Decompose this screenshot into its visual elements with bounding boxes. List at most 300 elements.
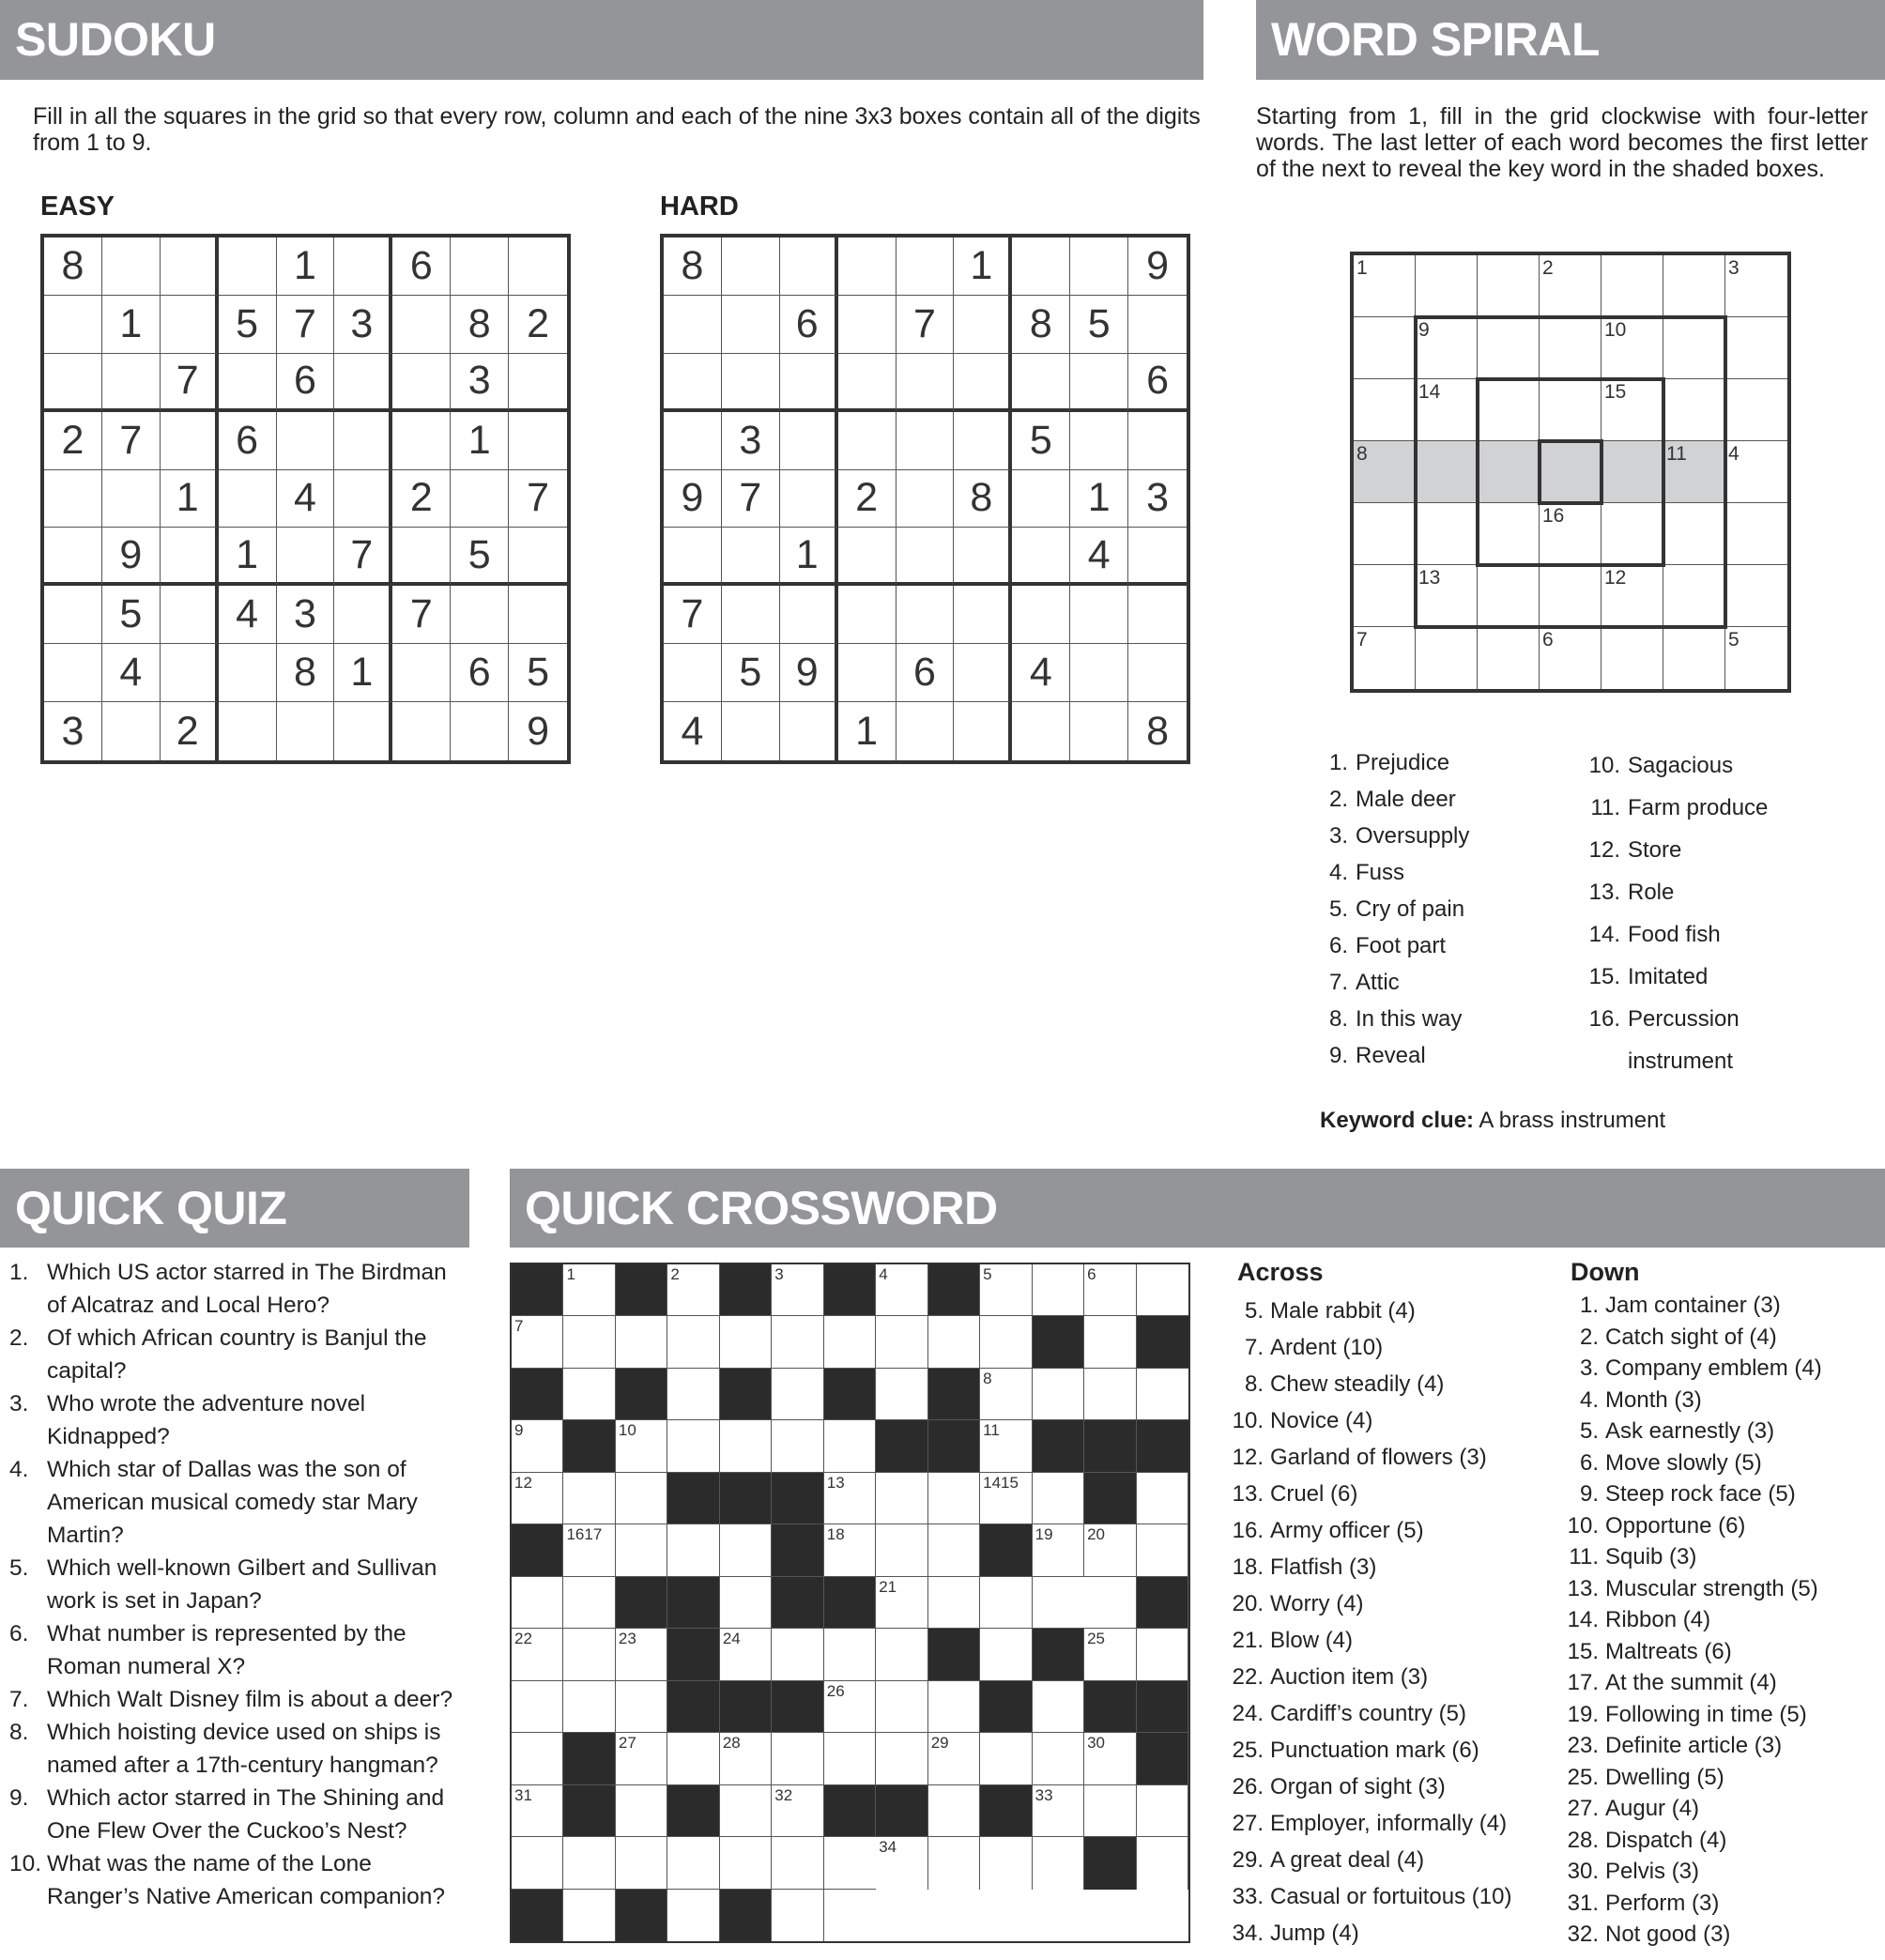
crossword-cell[interactable] [928, 1837, 980, 1889]
crossword-cell[interactable] [563, 1316, 615, 1368]
crossword-cell[interactable] [616, 1524, 667, 1576]
spiral-cell[interactable] [1663, 255, 1725, 317]
spiral-cell[interactable] [1601, 317, 1663, 379]
sudoku-cell[interactable]: 6 [392, 237, 451, 296]
crossword-cell[interactable] [928, 1733, 980, 1784]
crossword-cell[interactable] [876, 1629, 927, 1680]
spiral-cell[interactable] [1416, 503, 1478, 565]
sudoku-cell[interactable] [1012, 237, 1070, 296]
crossword-cell[interactable] [1033, 1524, 1084, 1576]
sudoku-cell[interactable]: 8 [1012, 296, 1070, 354]
sudoku-cell[interactable]: 5 [1070, 296, 1128, 354]
spiral-cell[interactable] [1416, 317, 1478, 379]
sudoku-cell[interactable] [392, 528, 451, 586]
sudoku-cell[interactable] [334, 470, 392, 528]
crossword-cell[interactable] [980, 1837, 1032, 1889]
crossword-cell[interactable] [720, 1577, 772, 1629]
crossword-cell[interactable] [1084, 1733, 1136, 1784]
crossword-cell[interactable] [616, 1681, 667, 1733]
sudoku-cell[interactable] [392, 644, 451, 702]
spiral-cell[interactable] [1663, 317, 1725, 379]
sudoku-cell[interactable] [1128, 586, 1187, 644]
crossword-cell[interactable] [720, 1420, 772, 1472]
crossword-cell[interactable] [512, 1577, 563, 1629]
sudoku-cell[interactable] [219, 702, 277, 760]
spiral-cell[interactable] [1416, 565, 1478, 627]
crossword-cell[interactable] [667, 1316, 719, 1368]
spiral-cell[interactable] [1416, 441, 1478, 503]
sudoku-cell[interactable] [334, 354, 392, 412]
spiral-cell[interactable] [1663, 503, 1725, 565]
sudoku-cell[interactable] [161, 237, 219, 296]
sudoku-cell[interactable] [44, 470, 102, 528]
spiral-cell[interactable] [1601, 379, 1663, 441]
sudoku-cell[interactable] [780, 354, 838, 412]
sudoku-cell[interactable]: 7 [509, 470, 567, 528]
crossword-cell[interactable] [876, 1264, 927, 1316]
crossword-cell[interactable] [563, 1577, 615, 1629]
crossword-cell[interactable] [876, 1473, 927, 1524]
sudoku-cell[interactable]: 9 [664, 470, 722, 528]
crossword-cell[interactable] [512, 1837, 563, 1889]
sudoku-cell[interactable] [44, 528, 102, 586]
crossword-cell[interactable] [512, 1473, 563, 1524]
sudoku-cell[interactable] [838, 586, 897, 644]
sudoku-cell[interactable]: 5 [219, 296, 277, 354]
sudoku-cell[interactable]: 6 [277, 354, 335, 412]
crossword-cell[interactable] [824, 1316, 876, 1368]
sudoku-cell[interactable] [1012, 528, 1070, 586]
sudoku-cell[interactable]: 1 [334, 644, 392, 702]
spiral-cell[interactable] [1725, 627, 1787, 689]
sudoku-cell[interactable] [1070, 702, 1128, 760]
spiral-cell[interactable] [1354, 317, 1416, 379]
sudoku-cell[interactable] [954, 296, 1012, 354]
crossword-cell[interactable] [876, 1524, 927, 1576]
spiral-cell[interactable] [1540, 503, 1601, 565]
spiral-cell[interactable] [1725, 317, 1787, 379]
spiral-cell[interactable] [1478, 255, 1540, 317]
sudoku-cell[interactable] [897, 354, 955, 412]
crossword-cell[interactable] [1137, 1785, 1188, 1837]
crossword-cell[interactable] [1033, 1837, 1084, 1889]
crossword-cell[interactable] [563, 1629, 615, 1680]
sudoku-cell[interactable] [664, 412, 722, 470]
sudoku-cell[interactable] [451, 470, 509, 528]
sudoku-cell[interactable]: 3 [334, 296, 392, 354]
sudoku-cell[interactable] [780, 470, 838, 528]
sudoku-cell[interactable]: 8 [954, 470, 1012, 528]
spiral-cell[interactable] [1540, 255, 1601, 317]
sudoku-cell[interactable] [722, 528, 780, 586]
sudoku-cell[interactable] [722, 354, 780, 412]
sudoku-cell[interactable] [509, 237, 567, 296]
crossword-cell[interactable] [824, 1420, 876, 1472]
crossword-cell[interactable] [772, 1837, 823, 1889]
sudoku-cell[interactable] [334, 412, 392, 470]
spiral-cell[interactable] [1601, 503, 1663, 565]
crossword-cell[interactable] [1137, 1524, 1188, 1576]
crossword-cell[interactable] [824, 1629, 876, 1680]
sudoku-cell[interactable] [722, 702, 780, 760]
sudoku-cell[interactable]: 1 [780, 528, 838, 586]
sudoku-cell[interactable] [838, 412, 897, 470]
crossword-cell[interactable] [563, 1681, 615, 1733]
spiral-cell[interactable] [1663, 565, 1725, 627]
sudoku-cell[interactable] [838, 644, 897, 702]
sudoku-cell[interactable] [1070, 586, 1128, 644]
crossword-cell[interactable] [616, 1629, 667, 1680]
sudoku-cell[interactable]: 7 [897, 296, 955, 354]
crossword-cell[interactable] [512, 1785, 563, 1837]
crossword-cell[interactable] [876, 1577, 927, 1629]
sudoku-cell[interactable] [1012, 470, 1070, 528]
sudoku-cell[interactable]: 2 [44, 412, 102, 470]
sudoku-cell[interactable] [780, 412, 838, 470]
sudoku-cell[interactable] [161, 644, 219, 702]
sudoku-cell[interactable] [44, 644, 102, 702]
sudoku-cell[interactable] [334, 702, 392, 760]
crossword-cell[interactable] [512, 1420, 563, 1472]
sudoku-cell[interactable] [392, 412, 451, 470]
sudoku-cell[interactable] [1070, 412, 1128, 470]
sudoku-cell[interactable] [44, 354, 102, 412]
sudoku-cell[interactable]: 1 [838, 702, 897, 760]
spiral-cell[interactable] [1725, 255, 1787, 317]
crossword-cell[interactable] [667, 1264, 719, 1316]
crossword-cell[interactable] [616, 1733, 667, 1784]
crossword-cell[interactable] [1084, 1629, 1136, 1680]
crossword-cell[interactable] [772, 1420, 823, 1472]
crossword-cell[interactable] [876, 1837, 927, 1889]
crossword-cell[interactable] [720, 1629, 772, 1680]
sudoku-cell[interactable]: 1 [1070, 470, 1128, 528]
crossword-cell[interactable] [563, 1890, 615, 1941]
spiral-cell[interactable] [1354, 255, 1416, 317]
sudoku-cell[interactable] [161, 296, 219, 354]
sudoku-cell[interactable] [954, 644, 1012, 702]
sudoku-cell[interactable] [334, 586, 392, 644]
sudoku-cell[interactable] [161, 528, 219, 586]
spiral-cell[interactable] [1416, 255, 1478, 317]
spiral-cell[interactable] [1725, 565, 1787, 627]
crossword-cell[interactable] [1084, 1785, 1136, 1837]
crossword-cell[interactable] [616, 1785, 667, 1837]
sudoku-cell[interactable]: 7 [392, 586, 451, 644]
spiral-cell[interactable] [1354, 379, 1416, 441]
crossword-cell[interactable] [563, 1524, 615, 1576]
sudoku-cell[interactable] [1012, 354, 1070, 412]
sudoku-cell[interactable]: 1 [219, 528, 277, 586]
sudoku-cell[interactable]: 5 [722, 644, 780, 702]
crossword-cell[interactable] [980, 1629, 1032, 1680]
sudoku-cell[interactable]: 5 [509, 644, 567, 702]
sudoku-cell[interactable] [1128, 644, 1187, 702]
sudoku-cell[interactable] [509, 412, 567, 470]
sudoku-cell[interactable] [334, 237, 392, 296]
crossword-cell[interactable] [667, 1420, 719, 1472]
sudoku-cell[interactable] [722, 237, 780, 296]
crossword-cell[interactable] [512, 1681, 563, 1733]
crossword-cell[interactable] [1137, 1264, 1188, 1316]
sudoku-cell[interactable] [392, 354, 451, 412]
sudoku-cell[interactable] [102, 354, 161, 412]
crossword-cell[interactable] [1033, 1264, 1084, 1316]
sudoku-cell[interactable]: 1 [451, 412, 509, 470]
crossword-cell[interactable] [563, 1264, 615, 1316]
crossword-cell[interactable] [563, 1837, 615, 1889]
spiral-cell[interactable] [1478, 565, 1540, 627]
sudoku-cell[interactable]: 4 [1070, 528, 1128, 586]
crossword-cell[interactable] [512, 1733, 563, 1784]
spiral-cell[interactable] [1478, 379, 1540, 441]
spiral-cell[interactable] [1416, 627, 1478, 689]
sudoku-cell[interactable]: 7 [664, 586, 722, 644]
sudoku-cell[interactable]: 1 [102, 296, 161, 354]
crossword-cell[interactable] [1137, 1473, 1188, 1524]
sudoku-cell[interactable] [451, 237, 509, 296]
sudoku-cell[interactable]: 2 [392, 470, 451, 528]
sudoku-cell[interactable]: 7 [102, 412, 161, 470]
crossword-cell[interactable] [1033, 1785, 1084, 1837]
sudoku-cell[interactable] [838, 237, 897, 296]
sudoku-cell[interactable]: 9 [527, 708, 550, 754]
crossword-cell[interactable] [980, 1733, 1032, 1784]
crossword-cell[interactable] [928, 1524, 980, 1576]
sudoku-cell[interactable] [392, 702, 451, 760]
crossword-cell[interactable] [720, 1785, 772, 1837]
sudoku-cell[interactable] [451, 586, 509, 644]
sudoku-cell[interactable] [277, 528, 335, 586]
sudoku-cell[interactable] [102, 470, 161, 528]
sudoku-cell[interactable]: 2 [161, 702, 219, 760]
sudoku-cell[interactable] [1012, 702, 1070, 760]
sudoku-cell[interactable]: 6 [1128, 354, 1187, 412]
spiral-cell[interactable] [1354, 441, 1416, 503]
crossword-cell[interactable] [824, 1733, 876, 1784]
crossword-cell[interactable] [667, 1837, 719, 1889]
sudoku-cell[interactable] [838, 296, 897, 354]
crossword-cell[interactable] [1033, 1369, 1084, 1420]
crossword-cell[interactable] [772, 1629, 823, 1680]
sudoku-cell[interactable] [664, 296, 722, 354]
sudoku-cell[interactable] [1070, 237, 1128, 296]
crossword-cell[interactable] [980, 1420, 1032, 1472]
crossword-cell[interactable] [512, 1316, 563, 1368]
crossword-cell[interactable] [928, 1681, 980, 1733]
crossword-cell[interactable] [876, 1733, 927, 1784]
spiral-cell[interactable] [1663, 441, 1725, 503]
crossword-cell[interactable] [928, 1577, 980, 1629]
spiral-cell[interactable] [1354, 503, 1416, 565]
sudoku-cell[interactable] [102, 237, 161, 296]
sudoku-cell[interactable] [954, 586, 1012, 644]
sudoku-cell[interactable] [780, 702, 838, 760]
crossword-cell[interactable] [772, 1316, 823, 1368]
crossword-cell[interactable] [772, 1264, 823, 1316]
crossword-cell[interactable] [824, 1473, 876, 1524]
crossword-cell[interactable] [1033, 1577, 1084, 1629]
crossword-cell[interactable] [720, 1524, 772, 1576]
crossword-cell[interactable] [824, 1524, 876, 1576]
spiral-cell[interactable] [1478, 627, 1540, 689]
spiral-cell[interactable] [1354, 627, 1416, 689]
crossword-cell[interactable] [824, 1681, 876, 1733]
sudoku-cell[interactable]: 5 [451, 528, 509, 586]
sudoku-cell[interactable] [664, 354, 722, 412]
sudoku-cell[interactable] [1012, 586, 1070, 644]
crossword-cell[interactable] [772, 1733, 823, 1784]
sudoku-cell[interactable]: 9 [1128, 237, 1187, 296]
sudoku-cell[interactable] [838, 354, 897, 412]
sudoku-cell[interactable] [1128, 412, 1187, 470]
sudoku-cell[interactable] [1070, 644, 1128, 702]
sudoku-cell[interactable] [897, 237, 955, 296]
spiral-cell[interactable] [1601, 627, 1663, 689]
spiral-cell[interactable] [1478, 441, 1540, 503]
sudoku-cell[interactable] [722, 296, 780, 354]
sudoku-cell[interactable] [392, 296, 451, 354]
crossword-cell[interactable] [980, 1316, 1032, 1368]
sudoku-cell[interactable] [277, 702, 335, 760]
spiral-cell[interactable] [1354, 565, 1416, 627]
sudoku-cell[interactable] [161, 412, 219, 470]
sudoku-cell[interactable] [954, 528, 1012, 586]
crossword-cell[interactable] [720, 1316, 772, 1368]
sudoku-cell[interactable]: 3 [44, 702, 102, 760]
sudoku-cell[interactable]: 8 [664, 237, 722, 296]
crossword-cell[interactable] [772, 1785, 823, 1837]
sudoku-cell[interactable] [1128, 528, 1187, 586]
spiral-cell[interactable] [1663, 627, 1725, 689]
sudoku-cell[interactable]: 1 [161, 470, 219, 528]
crossword-cell[interactable] [980, 1369, 1032, 1420]
sudoku-cell[interactable]: 3 [451, 354, 509, 412]
spiral-cell[interactable] [1725, 503, 1787, 565]
sudoku-cell[interactable] [509, 528, 567, 586]
sudoku-cell[interactable]: 4 [277, 470, 335, 528]
sudoku-cell[interactable]: 6 [780, 296, 838, 354]
sudoku-cell[interactable]: 9 [780, 644, 838, 702]
spiral-cell[interactable] [1478, 317, 1540, 379]
crossword-cell[interactable] [1033, 1733, 1084, 1784]
sudoku-cell[interactable]: 7 [722, 470, 780, 528]
crossword-cell[interactable] [1033, 1473, 1084, 1524]
crossword-cell[interactable] [928, 1785, 980, 1837]
crossword-cell[interactable] [1137, 1629, 1188, 1680]
spiral-cell[interactable] [1540, 441, 1601, 503]
crossword-cell[interactable] [928, 1473, 980, 1524]
sudoku-cell[interactable]: 4 [219, 586, 277, 644]
crossword-cell[interactable] [667, 1890, 719, 1941]
sudoku-cell[interactable]: 3 [722, 412, 780, 470]
sudoku-cell[interactable]: 7 [277, 296, 335, 354]
sudoku-cell[interactable]: 1 [954, 237, 1012, 296]
crossword-cell[interactable] [667, 1524, 719, 1576]
sudoku-cell[interactable] [780, 237, 838, 296]
sudoku-cell[interactable]: 6 [451, 644, 509, 702]
sudoku-cell[interactable] [897, 470, 955, 528]
crossword-cell[interactable] [1084, 1316, 1136, 1368]
crossword-cell[interactable] [772, 1369, 823, 1420]
crossword-cell[interactable] [876, 1369, 927, 1420]
crossword-cell[interactable] [720, 1733, 772, 1784]
sudoku-cell[interactable] [509, 354, 567, 412]
crossword-cell[interactable] [1137, 1837, 1188, 1889]
spiral-cell[interactable] [1725, 441, 1787, 503]
sudoku-cell[interactable] [664, 528, 722, 586]
spiral-cell[interactable] [1416, 379, 1478, 441]
sudoku-cell[interactable]: 3 [277, 586, 335, 644]
sudoku-cell[interactable] [44, 586, 102, 644]
sudoku-cell[interactable] [102, 702, 161, 760]
sudoku-cell[interactable] [954, 354, 1012, 412]
spiral-cell[interactable] [1478, 503, 1540, 565]
sudoku-cell[interactable]: 4 [1012, 644, 1070, 702]
sudoku-cell[interactable]: 5 [102, 586, 161, 644]
crossword-cell[interactable] [980, 1473, 1032, 1524]
spiral-cell[interactable] [1540, 379, 1601, 441]
spiral-cell[interactable] [1663, 379, 1725, 441]
crossword-cell[interactable] [1084, 1264, 1136, 1316]
crossword-cell[interactable] [1137, 1369, 1188, 1420]
sudoku-cell[interactable]: 8 [277, 644, 335, 702]
crossword-cell[interactable] [876, 1681, 927, 1733]
sudoku-cell[interactable] [897, 528, 955, 586]
sudoku-cell[interactable]: 2 [838, 470, 897, 528]
sudoku-cell[interactable] [451, 702, 509, 760]
spiral-cell[interactable] [1601, 565, 1663, 627]
crossword-cell[interactable] [616, 1837, 667, 1889]
crossword-cell[interactable] [616, 1316, 667, 1368]
crossword-cell[interactable] [928, 1316, 980, 1368]
spiral-cell[interactable] [1540, 627, 1601, 689]
sudoku-cell[interactable]: 8 [44, 237, 102, 296]
sudoku-cell[interactable] [664, 644, 722, 702]
sudoku-cell[interactable]: 8 [1146, 708, 1170, 754]
sudoku-cell[interactable] [277, 412, 335, 470]
crossword-cell[interactable] [980, 1577, 1032, 1629]
sudoku-cell[interactable]: 9 [102, 528, 161, 586]
sudoku-cell[interactable]: 6 [219, 412, 277, 470]
sudoku-cell[interactable] [954, 412, 1012, 470]
sudoku-cell[interactable]: 6 [897, 644, 955, 702]
sudoku-cell[interactable] [1128, 296, 1187, 354]
spiral-cell[interactable] [1601, 441, 1663, 503]
crossword-cell[interactable] [616, 1420, 667, 1472]
sudoku-cell[interactable]: 1 [277, 237, 335, 296]
sudoku-cell[interactable] [897, 586, 955, 644]
crossword-cell[interactable] [824, 1837, 876, 1889]
crossword-cell[interactable] [1033, 1681, 1084, 1733]
crossword-cell[interactable] [1084, 1577, 1136, 1629]
sudoku-cell[interactable] [219, 237, 277, 296]
sudoku-cell[interactable] [509, 586, 567, 644]
sudoku-cell[interactable] [722, 586, 780, 644]
sudoku-cell[interactable]: 5 [1012, 412, 1070, 470]
crossword-cell[interactable] [512, 1629, 563, 1680]
spiral-cell[interactable] [1540, 317, 1601, 379]
spiral-cell[interactable] [1725, 379, 1787, 441]
sudoku-cell[interactable]: 7 [161, 354, 219, 412]
sudoku-cell[interactable] [897, 412, 955, 470]
sudoku-cell[interactable] [780, 586, 838, 644]
sudoku-cell[interactable]: 7 [334, 528, 392, 586]
sudoku-cell[interactable] [897, 702, 955, 760]
crossword-cell[interactable] [667, 1369, 719, 1420]
sudoku-cell[interactable]: 2 [509, 296, 567, 354]
crossword-cell[interactable] [616, 1473, 667, 1524]
